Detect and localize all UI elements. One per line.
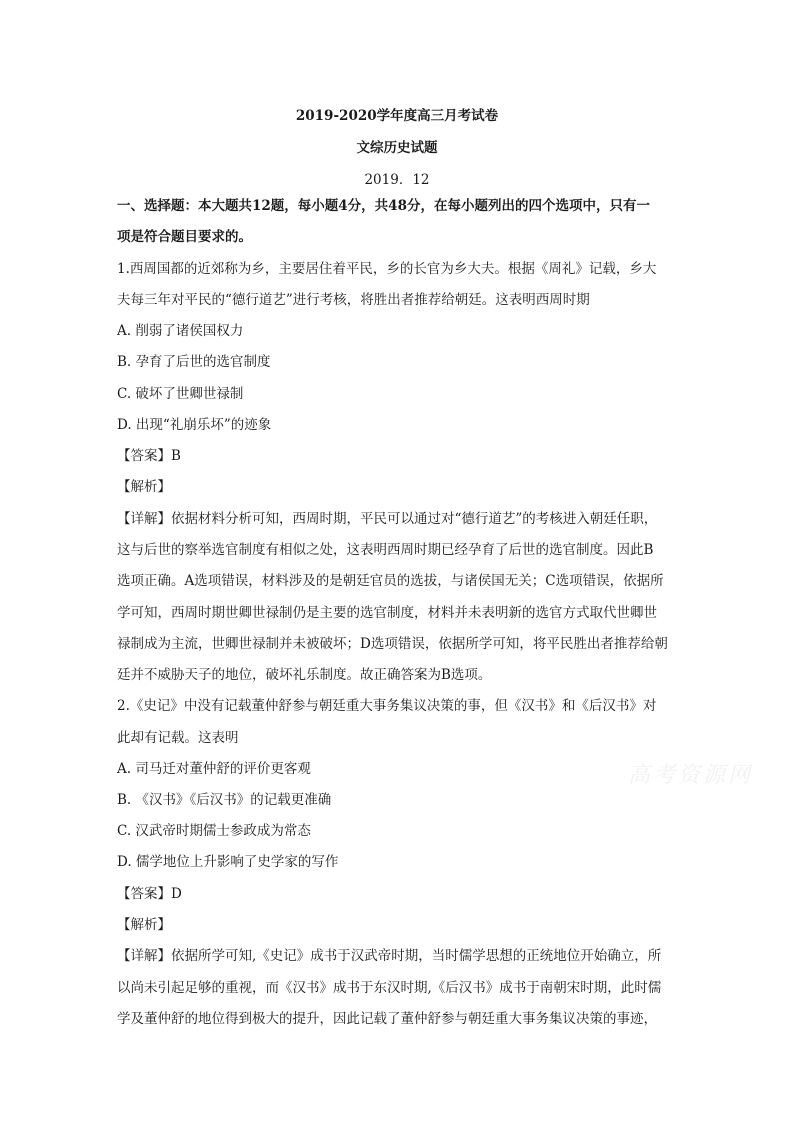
q1-stem-line-2: 夫每三年对平民的“德行道艺”进行考核，将胜出者推荐给朝廷。这表明西周时期 xyxy=(117,292,590,308)
q2-detail-line-2: 以尚未引起足够的重视，而《汉书》成书于东汉时期,《后汉书》成书于南朝宋时期，此时儒 xyxy=(117,980,662,996)
q1-analysis-label: 【解析】 xyxy=(117,479,171,495)
q2-stem-line-2: 此却有记载。这表明 xyxy=(117,730,239,746)
q2-option-c: C. 汉武帝时期儒士参政成为常态 xyxy=(117,823,311,839)
q2-stem-line-1: 2.《史记》中没有记载董仲舒参与朝廷重大事务集议决策的事，但《汉书》和《后汉书》对 xyxy=(117,698,657,714)
q1-detail-line-3: 选项正确。A选项错误，材料涉及的是朝廷官员的选拔，与诸侯国无关；C选项错误，依据所 xyxy=(117,573,664,589)
q1-stem-line-1: 1.西周国都的近郊称为乡，主要居住着平民，乡的长官为乡大夫。根据《周礼》记载，乡大 xyxy=(117,261,657,277)
q2-detail-line-1: 【详解】依据所学可知,《史记》成书于汉武帝时期，当时儒学思想的正统地位开始确立，所 xyxy=(117,948,662,964)
section-heading-line-2: 项是符合题目要求的。 xyxy=(117,229,252,245)
page-title: 2019-2020学年度高三月考试卷 xyxy=(295,108,499,124)
q2-analysis-label: 【解析】 xyxy=(117,917,171,933)
watermark: 高考资源网 xyxy=(628,763,754,788)
q1-option-c: C. 破坏了世卿世禄制 xyxy=(117,386,244,402)
q1-detail-line-6: 廷并不威胁天子的地位，破坏礼乐制度。故正确答案为B选项。 xyxy=(117,667,492,683)
q1-option-b: B. 孕育了后世的选官制度 xyxy=(117,354,271,370)
q1-detail-line-2: 这与后世的察举选官制度有相似之处，这表明西周时期已经孕育了后世的选官制度。因此B xyxy=(117,542,654,558)
q2-answer: 【答案】D xyxy=(117,886,182,902)
q1-answer: 【答案】B xyxy=(117,448,181,464)
q2-option-b: B. 《汉书》《后汉书》的记载更准确 xyxy=(117,792,332,808)
section-heading-line-1: 一、选择题：本大题共12题，每小题4分，共48分，在每小题列出的四个选项中，只有一 xyxy=(117,198,650,214)
q1-detail-line-1: 【详解】依据材料分析可知，西周时期，平民可以通过对“德行道艺”的考核进入朝廷任职， xyxy=(117,511,658,527)
q2-option-d: D. 儒学地位上升影响了史学家的写作 xyxy=(117,854,339,870)
q2-option-a: A. 司马迁对董仲舒的评价更客观 xyxy=(117,761,311,777)
q1-option-d: D. 出现“礼崩乐坏”的迹象 xyxy=(117,417,272,433)
exam-date: 2019．12 xyxy=(364,172,430,188)
q1-option-a: A. 削弱了诸侯国权力 xyxy=(117,323,244,339)
q1-detail-line-5: 禄制成为主流，世卿世禄制并未被破坏；D选项错误，依据所学可知，将平民胜出者推荐给朝 xyxy=(117,636,668,652)
page-subtitle: 文综历史试题 xyxy=(356,140,438,156)
q1-detail-line-4: 学可知，西周时期世卿世禄制仍是主要的选官制度，材料并未表明新的选官方式取代世卿世 xyxy=(117,605,657,621)
q2-detail-line-3: 学及董仲舒的地位得到极大的提升，因此记载了董仲舒参与朝廷重大事务集议决策的事迹， xyxy=(117,1011,657,1027)
